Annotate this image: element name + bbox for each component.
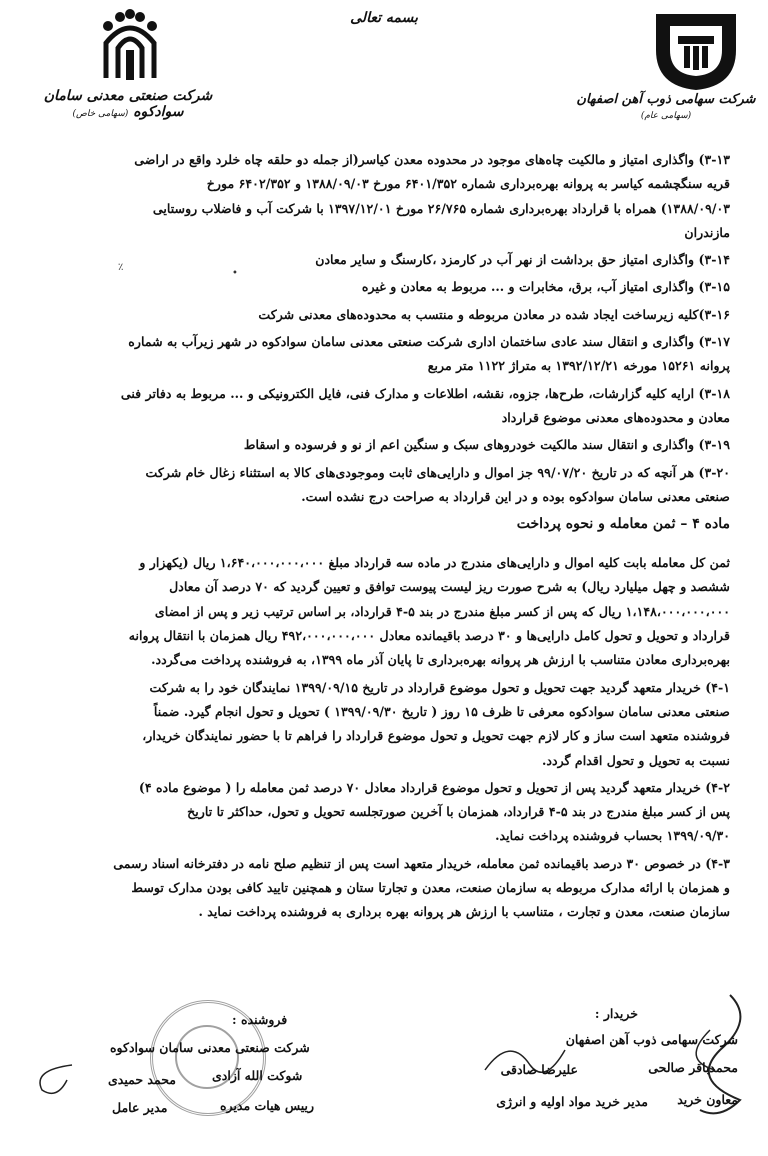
clause-3-13-line: قریه سنگچشمه کیاسر به پروانه بهره‌برداری شماره ۶۴۰۱/۳۵۲ مورخ ۱۳۸۸/۰۹/۰۳ و ۶۴۰۲/۳۵۲ مورخ <box>206 176 730 192</box>
buyer-company-signature: شرکت سهامی ذوب آهن اصفهان <box>565 1032 738 1047</box>
clause-4-2-line: ۱۳۹۹/۰۹/۳۰ بحساب فروشنده پرداخت نماید. <box>495 828 730 844</box>
buyer-company-name: شرکت سهامی ذوب آهن اصفهان <box>576 92 756 107</box>
article-4-intro-line: قرارداد و تحویل و تحول کامل دارایی‌ها و ۳۰ درصد باقیمانده معادل ۴۹۲،۰۰۰،۰۰۰،۰۰۰ ریال همزمان با انتقال پروانه <box>128 628 730 644</box>
buyer-name-1: محمدباقر صالحی <box>648 1060 738 1075</box>
contract-body <box>38 148 730 925</box>
clause-4-3-line: و همزمان با ارائه مدارک مربوطه به سازمان صنعت، معدن و تجارتا ستان و همچنین تایید کافی بودن مدارک توسط <box>131 880 730 896</box>
clause-3-13-line: ۱۳۸۸/۰۹/۰۳) همراه با قرارداد بهره‌برداری شماره ۲۶/۷۶۵ مورخ ۱۳۹۷/۱۲/۰۱ با شرکت آب و فاضلاب روستایی <box>152 200 730 216</box>
article-4-intro-line: بهره‌برداری معادن متناسب با ارزش هر پروانه بهره‌برداری تا پایان آذر ماه ۱۳۹۹، به فروشنده پرداخت می‌گردد. <box>151 652 730 668</box>
clause-4-1-line: نسبت به تحویل و تحول اقدام گردد. <box>542 752 730 768</box>
clause-3-17-line: ۳-۱۷) واگذاری و انتقال سند عادی ساختمان اداری شرکت صنعتی معدنی سامان سوادکوه در شهر زیرآب به شماره <box>128 334 730 350</box>
clause-4-1-line: فروشنده متعهد است ساز و کار لازم جهت تحویل و تحول موضوع قرارداد را فراهم تا با حضور نمایندگان خریدار، <box>142 728 730 744</box>
seller-title-1: رییس هیات مدیره <box>220 1098 315 1113</box>
buyer-second-signature-icon <box>480 1030 570 1090</box>
article-4-intro-line: ششصد و چهل میلیارد ریال) به شرح صورت ریز لیست پیوست توافق و تعیین گردید که ۷۰ درصد آن معادل <box>169 579 730 595</box>
buyer-name-2: علیرضا صادقی <box>500 1062 578 1077</box>
clause-4-3-line: ۴-۳) در خصوص ۳۰ درصد باقیمانده ثمن معامله، خریدار متعهد است پس از تنظیم صلح نامه در دفترخانه اسناد رسمی <box>113 855 730 871</box>
article-4-heading: ماده ۴ – ثمن معامله و نحوه پرداخت <box>516 516 730 533</box>
seller-company-type: (سهامی خاص) <box>72 109 129 119</box>
bismillah: بسمه تعالی <box>350 10 418 26</box>
seller-signature-icon <box>22 1060 82 1100</box>
seller-name-2: محمد حمیدی <box>108 1072 176 1087</box>
seller-name-1: شوکت الله آزادی <box>212 1068 303 1083</box>
clause-3-18-line: ۳-۱۸) ارایه کلیه گزارشات، طرح‌ها، جزوه، نقشه، اطلاعات و مدارک فنی، فایل الکترونیکی و ... مربوط به دفاتر فنی <box>120 385 730 401</box>
clause-4-3-line: سازمان صنعت، معدن و تجارت ، متناسب با ارزش هر پروانه بهره برداری به فروشنده پرداخت نماید . <box>198 904 730 920</box>
seller-company-header <box>18 88 238 120</box>
clause-3-16: ۳-۱۶)کلیه زیرساخت ایجاد شده در معادن مربوطه و منتسب به محدوده‌های معدنی شرکت <box>258 306 730 322</box>
clause-3-13-line: مازندران <box>684 224 730 240</box>
buyer-label: خریدار : <box>594 1006 638 1021</box>
buyer-title-2: مدیر خرید مواد اولیه و انرژی <box>496 1094 648 1109</box>
clause-3-18-line: معادن و محدوده‌های معدنی موضوع قرارداد <box>501 409 730 425</box>
seller-label: فروشنده : <box>232 1012 288 1027</box>
clause-3-19: ۳-۱۹) واگذاری و انتقال سند مالکیت خودروهای سبک و سنگین اعم از نو و فرسوده و اسقاط <box>243 437 730 453</box>
clause-4-1-line: ۴-۱) خریدار متعهد گردید جهت تحویل و تحول موضوع قرارداد در تاریخ ۱۳۹۹/۰۹/۱۵ نمایندگان خود را به شرکت <box>149 679 730 695</box>
clause-3-14: ۳-۱۴) واگذاری امتیاز حق برداشت از نهر آب در کارمزد ،کارسنگ و سایر معادن <box>315 252 730 268</box>
clause-3-20-line: ۳-۲۰) هر آنچه که در تاریخ ۹۹/۰۷/۲۰ جز اموال و دارایی‌های ثابت وموجودی‌های کالا به استثناء زغال خام شرکت <box>145 464 730 480</box>
contract-page: بسمه تعالی شرکت صنعتی معدنی سامان سوادکوه (سهامی خاص) شرکت سهامی ذوب آهن اصفهان (سهامی عام) ٪ • ۳-۱۳) واگذاری امتیاز و مالکیت چاه‌های موجود در محدوده معدن کیاسر(از جمله دو حلقه چاه خلرد واقع در اراضی قریه سنگچشمه کیاسر به پروانه بهره‌برداری شماره ۶۴۰۱/۳۵۲ مورخ ۱۳۸۸/۰۹/۰۳ و ۶۴۰۲/۳۵۲ مورخ ۱۳۸۸/۰۹/۰۳) همراه با قرارداد بهره‌برداری شماره ۲۶/۷۶۵ مورخ ۱۳۹۷/۱۲/۰۱ با شرکت آب و فاضلاب روستایی مازندران ۳-۱۴) واگذاری امتیاز حق برداشت از نهر آب در کارمزد ،کارسنگ و سایر معادن ۳-۱۵) واگذاری امتیاز آب، برق، مخابرات و ... مربوط به معادن و غیره ۳-۱۶)کلیه زیرساخت ایجاد شده در معادن مربوطه و منتسب به محدوده‌های معدنی شرکت ۳-۱۷) واگذاری و انتقال سند عادی ساختمان اداری شرکت صنعتی معدنی سامان سوادکوه در شهر زیرآب به شماره پروانه ۱۵۲۶۱ مورخه ۱۳۹۲/۱۲/۲۱ به متراژ ۱۱۲۲ متر مربع ۳-۱۸) ارایه کلیه گزارشات، طرح‌ها، جزوه، نقشه، اطلاعات و مدارک فنی، فایل الکترونیکی و ... مربوط به دفاتر فنی معادن و محدوده‌های معدنی موضوع قرارداد ۳-۱۹) واگذاری و انتقال سند مالکیت خودروهای سبک و سنگین اعم از نو و فرسوده و اسقاط ۳-۲۰) هر آنچه که در تاریخ ۹۹/۰۷/۲۰ جز اموال و دارایی‌های ثابت وموجودی‌های کالا به استثناء زغال خام شرکت صنعتی معدنی سامان سوادکوه بوده و در این قرارداد به صراحت درج نشده است. ماده ۴ – ثمن معامله و نحوه پرداخت ثمن کل معامله بابت کلیه اموال و دارایی‌های مندرج در ماده سه قرارداد مبلغ ۱،۶۴۰،۰۰۰،۰۰۰،۰۰۰ ریال (یکهزار و ششصد و چهل میلیارد ریال) به شرح صورت ریز لیست پیوست توافق و تعیین گردید که ۷۰ درصد آن معادل ۱،۱۴۸،۰۰۰،۰۰۰،۰۰۰ ریال که پس از کسر مبلغ مندرج در بند ۵-۴ قرارداد، بر اساس ترتیب زیر و پس از امضای قرارداد و تحویل و تحول کامل دارایی‌ها و ۳۰ درصد باقیمانده معادل ۴۹۲،۰۰۰،۰۰۰،۰۰۰ ریال همزمان با انتقال پروانه بهره‌برداری معادن متناسب با ارزش هر پروانه بهره‌برداری تا پایان آذر ماه ۱۳۹۹، به فروشنده پرداخت می‌گردد. ۴-۱) خریدار متعهد گردید جهت تحویل و تحول موضوع قرارداد در تاریخ ۱۳۹۹/۰۹/۱۵ نمایندگان خود را به شرکت صنعتی معدنی سامان سوادکوه معرفی تا ظرف ۱۵ روز ( تاریخ ۱۳۹۹/۰۹/۳۰ ) تحویل و تحول انجام گیرد. ضمناً فروشنده متعهد است ساز و کار لازم جهت تحویل و تحول موضوع قرارداد را فراهم تا با حضور نمایندگان خریدار، نسبت به تحویل و تحول اقدام گردد. ۴-۲) خریدار متعهد گردید پس از تحویل و تحول موضوع قرارداد معادل ۷۰ درصد ثمن معامله را ( موضوع ماده ۴) پس از کسر مبلغ مندرج در بند ۵-۴ قرارداد، همزمان با آخرین صورتجلسه تحویل و تحول، حداکثر تا تاریخ ۱۳۹۹/۰۹/۳۰ بحساب فروشنده پرداخت نماید. ۴-۳) در خصوص ۳۰ درصد باقیمانده ثمن معامله، خریدار متعهد است پس از تنظیم صلح نامه در دفترخانه اسناد رسمی و همزمان با ارائه مدارک مربوطه به سازمان صنعت، معدن و تجارتا ستان و همچنین تایید کافی بودن مدارک توسط سازمان صنعت، معدن و تجارت ، متناسب با ارزش هر پروانه بهره برداری به فروشنده پرداخت نماید . خریدار : شرکت سهامی ذوب آهن اصفهان محمدباقر صالحی علیرضا صادقی معاون خرید مدیر خرید مواد اولیه و انرژی فروشنده : شرکت صنعتی معدنی سامان سوادکوه شوکت الله آزادی محمد حمیدی رییس هیات مدیره مدیر عامل <box>0 0 768 1156</box>
clause-4-2-line: پس از کسر مبلغ مندرج در بند ۵-۴ قرارداد، همزمان با آخرین صورتجلسه تحویل و تحول، حداکثر تا تاریخ <box>187 804 730 820</box>
article-4-intro-line: ۱،۱۴۸،۰۰۰،۰۰۰،۰۰۰ ریال که پس از کسر مبلغ مندرج در بند ۵-۴ قرارداد، بر اساس ترتیب زیر و پس از امضای <box>154 603 730 619</box>
seller-title-2: مدیر عامل <box>112 1100 168 1115</box>
article-4-intro-line: ثمن کل معامله بابت کلیه اموال و دارایی‌های مندرج در ماده سه قرارداد مبلغ ۱،۶۴۰،۰۰۰،۰۰۰،۰۰۰ ریال (یکهزار و <box>139 555 730 571</box>
seller-company-name: شرکت صنعتی معدنی سامان سوادکوه <box>43 88 213 120</box>
seller-company-signature: شرکت صنعتی معدنی سامان سوادکوه <box>110 1040 310 1055</box>
clause-3-15: ۳-۱۵) واگذاری امتیاز آب، برق، مخابرات و ... مربوط به معادن و غیره <box>361 279 730 295</box>
buyer-title-1: معاون خرید <box>677 1092 738 1107</box>
clause-4-1-line: صنعتی معدنی سامان سوادکوه معرفی تا ظرف ۱۵ روز ( تاریخ ۱۳۹۹/۰۹/۳۰ ) تحویل و تحول انجام گیرد. ضمناً <box>153 703 730 719</box>
clause-3-13-line: ۳-۱۳) واگذاری امتیاز و مالکیت چاه‌های موجود در محدوده معدن کیاسر(از جمله دو حلقه چاه خلرد واقع در اراضی <box>134 152 730 167</box>
clause-4-2-line: ۴-۲) خریدار متعهد گردید پس از تحویل و تحول موضوع قرارداد معادل ۷۰ درصد ثمن معامله را ( موضوع ماده ۴) <box>138 779 730 795</box>
clause-3-20-line: صنعتی معدنی سامان سوادکوه بوده و در این قرارداد به صراحت درج نشده است. <box>301 488 730 504</box>
buyer-company-type: (سهامی عام) <box>640 111 692 121</box>
isfahan-steel-logo <box>648 6 744 94</box>
saman-savadkooh-logo <box>96 8 164 88</box>
clause-3-17-line: پروانه ۱۵۲۶۱ مورخه ۱۳۹۲/۱۲/۲۱ به متراژ ۱۱۲۲ متر مربع <box>427 358 730 374</box>
buyer-company-header <box>566 92 766 122</box>
